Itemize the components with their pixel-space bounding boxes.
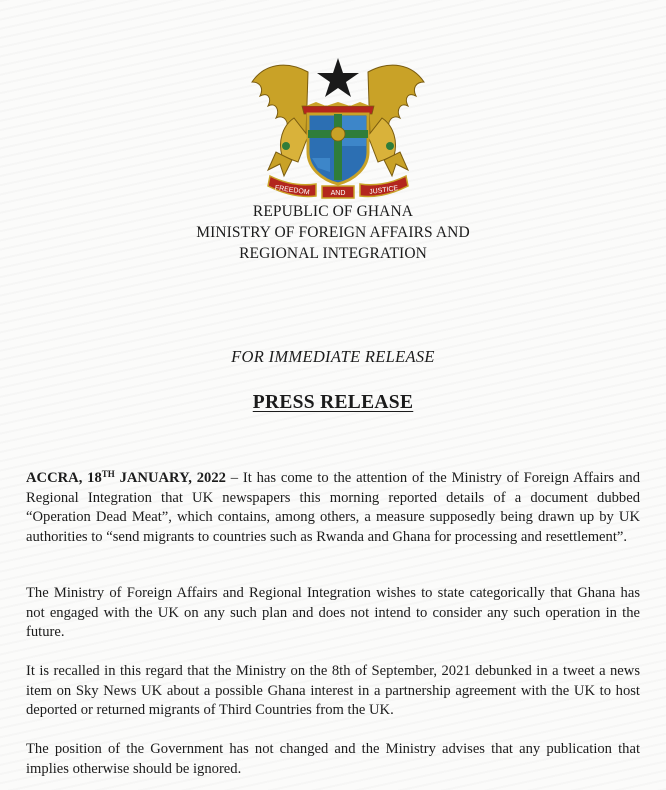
dateline-suffix: TH [101, 469, 115, 479]
motto-justice: JUSTICE [368, 185, 399, 197]
paragraph-4: The position of the Government has not changed and the Ministry advises that any publication that implies otherwise should be ignored. [26, 741, 640, 777]
dateline [26, 470, 226, 486]
paragraph-1-text: – It has come to the attention of the Ministry of Foreign Affairs and Regional Integration that UK newspapers this morning reported details of a document dubbed “Operation Dead Meat”, which contains, among others, a measure supposedly being drawn up by UK authorities to “send migrants to countries such as Rwanda and Ghana for processing and resettlement”. [26, 470, 641, 545]
paragraph-2: The Ministry of Foreign Affairs and Regional Integration wishes to state categorically that Ghana has not engaged with the UK on any such plan and does not intend to consider any such operation in the future. [26, 585, 640, 641]
left-eagle-icon [252, 65, 308, 176]
republic-heading: REPUBLIC OF GHANA [252, 203, 414, 220]
motto-and: AND [330, 190, 346, 197]
ministry-heading-line1: MINISTRY OF FOREIGN AFFAIRS AND [196, 224, 470, 241]
dateline-city: ACCRA, 18 [26, 470, 102, 486]
black-star-icon [317, 58, 359, 97]
document-title: PRESS RELEASE [252, 392, 414, 413]
ghana-coat-of-arms-icon [246, 52, 430, 200]
motto-freedom: FREEDOM [274, 184, 311, 197]
paragraph-1 [26, 465, 640, 547]
release-label: FOR IMMEDIATE RELEASE [231, 347, 435, 366]
paragraph-3: It is recalled in this regard that the Ministry on the 8th of September, 2021 debunked in a tweet a news item on Sky News UK about a possible Ghana interest in a partnership agreement with the UK to host deported or returned migrants of Third Countries from the UK. [26, 663, 640, 719]
dateline-date: JANUARY, 2022 [114, 470, 226, 486]
right-eagle-icon [368, 65, 424, 176]
ministry-heading-line2: REGIONAL INTEGRATION [239, 245, 427, 262]
